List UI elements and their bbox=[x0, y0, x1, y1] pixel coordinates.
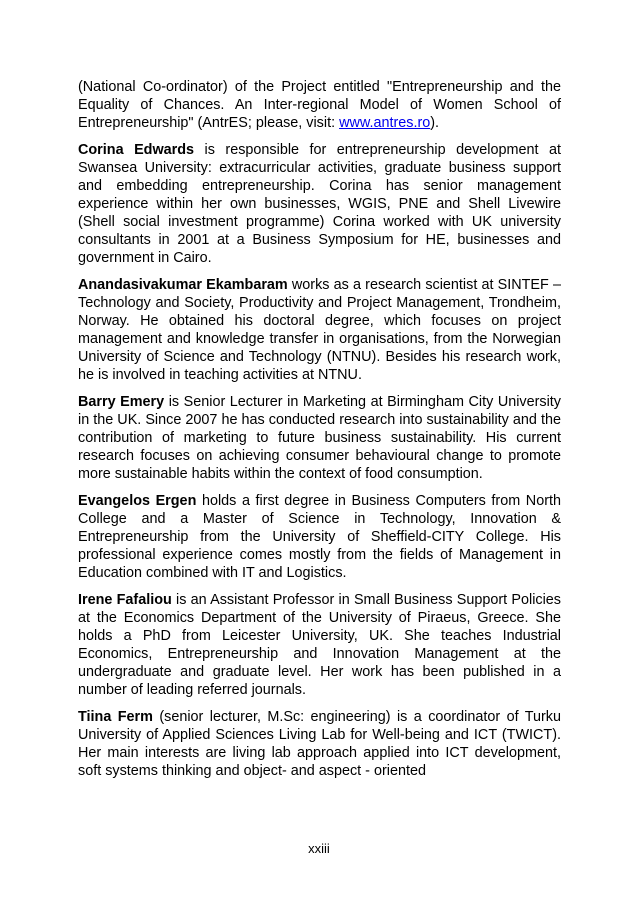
person-name: Corina Edwards bbox=[78, 142, 195, 158]
bio-text: (senior lecturer, M.Sc: engineering) is a coordinator of Turku University of Applied Sciences Living Lab for Well-being and ICT (TWICT). Her main interests are living lab approach applied into ICT development, soft systems thinking and object- and aspect - oriented bbox=[78, 709, 562, 779]
bio-corina-edwards bbox=[78, 141, 561, 267]
bio-text: holds a first degree in Business Computers from North College and a Master of Science in Technology, Innovation & Entrepreneurship from the University of Sheffield-CITY College. His professional experience comes mostly from the fields of Management in Education combined with IT and Logistics. bbox=[78, 493, 561, 581]
bio-text: is Senior Lecturer in Marketing at Birmingham City University in the UK. Since 2007 he has conducted research into sustainability and the contribution of marketing to future business sustainability. His current research focuses on achieving consumer behavioural change to promote more sustainable habits within the context of food consumption. bbox=[78, 394, 561, 482]
page-number: xxiii bbox=[308, 841, 330, 856]
paragraph-text-end: ). bbox=[430, 115, 440, 131]
paragraph-intro bbox=[78, 78, 561, 132]
person-name: Anandasivakumar Ekambaram bbox=[78, 277, 288, 293]
paragraph-text: (National Co-ordinator) of the Project entitled "Entrepreneurship and the Equality of Chances. An Inter-regional Model of Women School of Entrepreneurship" (AntrES; please, visit: bbox=[78, 79, 561, 131]
bio-tiina-ferm bbox=[78, 708, 561, 780]
person-name: Evangelos Ergen bbox=[78, 493, 197, 509]
antres-link[interactable]: www.antres.ro bbox=[339, 115, 431, 131]
person-name: Irene Fafaliou bbox=[78, 592, 172, 608]
person-name: Barry Emery bbox=[78, 394, 165, 410]
bio-text: is an Assistant Professor in Small Business Support Policies at the Economics Department of the University of Piraeus, Greece. She holds a PhD from Leicester University, UK. She teaches Industrial Economics, Entrepreneurship and Innovation Management at the undergraduate and graduate level. Her work has been published in a number of leading referred journals. bbox=[78, 592, 561, 698]
bio-evangelos-ergen bbox=[78, 492, 561, 582]
page-body bbox=[78, 78, 561, 789]
bio-text: is responsible for entrepreneurship development at Swansea University: extracurricular activities, graduate business support and embedding entrepreneurship. Corina has senior management experience within her own businesses, WGIS, PNE and Shell Livewire (Shell social investment programme) Corina worked with UK university consultants in 2001 at a Business Symposium for HE, businesses and government in Cairo. bbox=[78, 142, 561, 266]
bio-anandasivakumar-ekambaram bbox=[78, 276, 561, 384]
bio-barry-emery bbox=[78, 393, 561, 483]
bio-text: works as a research scientist at SINTEF – Technology and Society, Productivity and Project Management, Trondheim, Norway. He obtained his doctoral degree, which focuses on project management and knowledge transfer in organisations, from the Norwegian University of Science and Technology (NTNU). Besides his research work, he is involved in teaching activities at NTNU. bbox=[78, 277, 561, 383]
person-name: Tiina Ferm bbox=[78, 709, 153, 725]
bio-irene-fafaliou bbox=[78, 591, 561, 699]
